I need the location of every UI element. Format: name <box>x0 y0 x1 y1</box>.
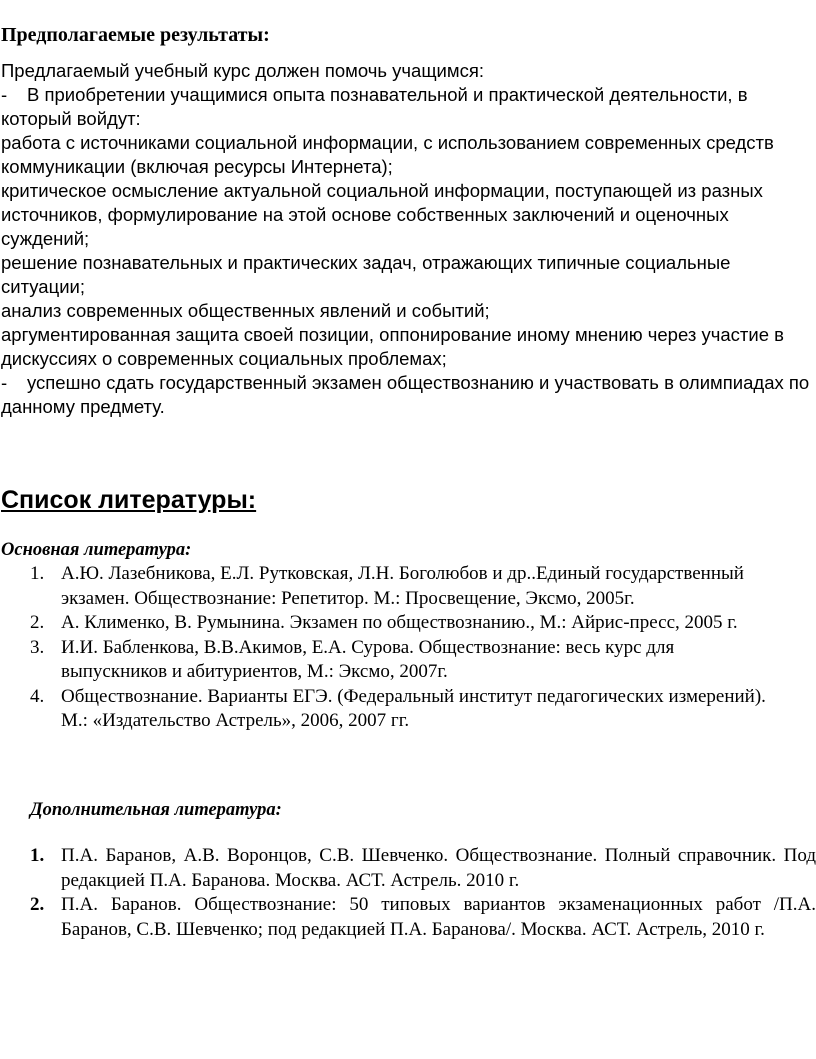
item-number: 2. <box>30 894 45 915</box>
list-item <box>0 893 816 942</box>
literature-heading: Список литературы: <box>1 486 257 514</box>
expected-results-section <box>1 22 813 419</box>
main-literature-list <box>0 562 816 734</box>
item-text: Обществознание. Варианты ЕГЭ. (Федеральный институт педагогических измерений). М.: «Издательство Астрель», 2006, 2007 гг. <box>61 685 766 731</box>
additional-literature-heading: Дополнительная литература: <box>30 800 282 820</box>
item-number: 2. <box>30 612 45 633</box>
results-dash-text: успешно сдать государственный экзамен обществознанию и участвовать в олимпиадах по данному предмету. <box>1 372 810 417</box>
results-dash-item <box>1 83 813 131</box>
results-dash-item <box>1 371 813 419</box>
results-line: работа с источниками социальной информации, с использованием современных средств коммуникации (включая ресурсы Интернета); <box>1 132 774 177</box>
dash-marker: - <box>1 84 8 105</box>
item-text: И.И. Бабленкова, В.В.Акимов, Е.А. Сурова. Обществознание: весь курс для выпускников и абитуриентов, М.: Эксмо, 2007г. <box>61 636 675 682</box>
additional-literature-list <box>0 844 816 942</box>
results-line: анализ современных общественных явлений и событий; <box>1 300 490 321</box>
results-line: аргументированная защита своей позиции, оппонирование иному мнению через участие в дискуссиях о современных социальных проблемах; <box>1 324 784 369</box>
item-number: 3. <box>30 636 45 658</box>
results-intro: Предлагаемый учебный курс должен помочь учащимся: <box>1 60 485 81</box>
results-dash-text: В приобретении учащимися опыта познавательной и практической деятельности, в который войдут: <box>1 84 748 129</box>
expected-results-heading: Предполагаемые результаты: <box>1 24 270 46</box>
item-number: 1. <box>30 845 45 866</box>
main-literature-heading: Основная литература: <box>1 540 192 560</box>
results-line: решение познавательных и практических задач, отражающих типичные социальные ситуации; <box>1 252 731 297</box>
item-text: А.Ю. Лазебникова, Е.Л. Рутковская, Л.Н. Боголюбов и др..Единый государственный экзамен. Обществознание: Репетитор. М.: Просвещение, Эксмо, 2005г. <box>61 563 744 609</box>
list-item <box>0 844 816 893</box>
dash-marker: - <box>1 372 8 393</box>
list-item <box>0 636 816 685</box>
item-text: П.А. Баранов. Обществознание: 50 типовых вариантов экзаменационных работ /П.А. Баранов, С.В. Шевченко; под редакцией П.А. Баранова/. Москва. АСТ. Астрель, 2010 г. <box>61 894 816 940</box>
list-item <box>0 562 816 611</box>
item-text: П.А. Баранов, А.В. Воронцов, С.В. Шевченко. Обществознание. Полный справочник. Под редакцией П.А. Баранова. Москва. АСТ. Астрель. 2010 г. <box>61 845 816 891</box>
literature-section <box>0 484 816 940</box>
list-item <box>0 685 816 734</box>
item-text: А. Клименко, В. Румынина. Экзамен по обществознанию., М.: Айрис-пресс, 2005 г. <box>61 612 738 633</box>
item-number: 1. <box>30 563 45 584</box>
results-line: критическое осмысление актуальной социальной информации, поступающей из разных источников, формулирование на этой основе собственных заключений и оценочных суждений; <box>1 180 763 249</box>
list-item <box>0 611 816 636</box>
item-number: 4. <box>30 685 45 707</box>
